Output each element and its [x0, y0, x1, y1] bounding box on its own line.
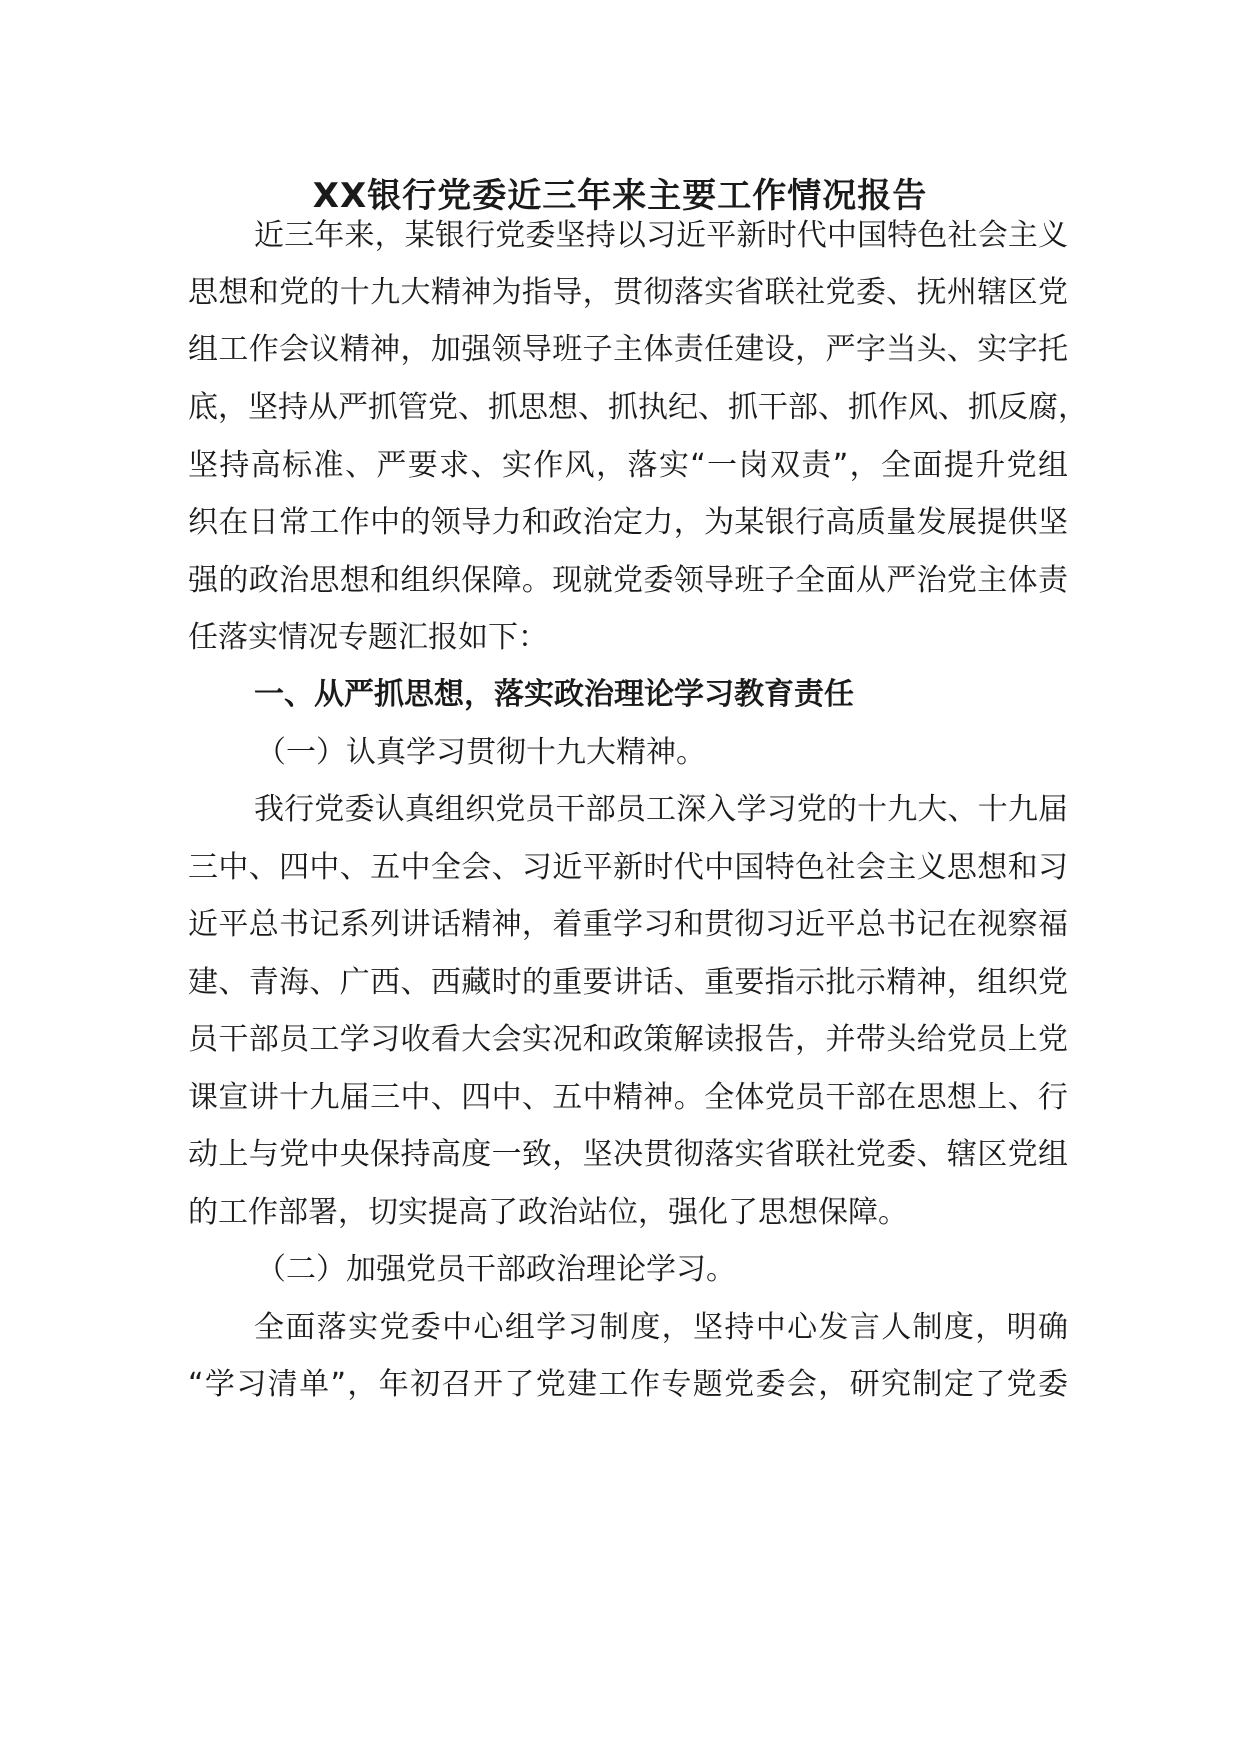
text-line: 坚持高标准、严要求、实作风，落实“一岗双责”，全面提升党组 — [188, 448, 1068, 483]
text-line: 近三年来，某银行党委坚持以习近平新时代中国特色社会主义 — [254, 218, 1068, 253]
text-line: 织在日常工作中的领导力和政治定力，为某银行高质量发展提供坚 — [188, 505, 1068, 540]
text-line: 近平总书记系列讲话精神，着重学习和贯彻习近平总书记在视察福 — [188, 907, 1068, 942]
text-line: 课宣讲十九届三中、四中、五中精神。全体党员干部在思想上、行 — [188, 1080, 1068, 1115]
text-line: 我行党委认真组织党员干部员工深入学习党的十九大、十九届 — [254, 792, 1068, 827]
text-line: 强的政治思想和组织保障。现就党委领导班子全面从严治党主体责 — [188, 563, 1068, 598]
section-heading: 一、从严抓思想，落实政治理论学习教育责任 — [254, 677, 854, 712]
text-line: “学习清单”，年初召开了党建工作专题党委会，研究制定了党委 — [188, 1367, 1068, 1402]
text-line: 全面落实党委中心组学习制度，坚持中心发言人制度，明确 — [254, 1310, 1068, 1345]
text-line: 员干部员工学习收看大会实况和政策解读报告，并带头给党员上党 — [188, 1022, 1068, 1057]
text-line: 思想和党的十九大精神为指导，贯彻落实省联社党委、抚州辖区党 — [188, 275, 1068, 310]
text-line: 动上与党中央保持高度一致，坚决贯彻落实省联社党委、辖区党组 — [188, 1137, 1068, 1172]
text-line: 任落实情况专题汇报如下： — [188, 620, 548, 655]
text-line: 底，坚持从严抓管党、抓思想、抓执纪、抓干部、抓作风、抓反腐， — [188, 390, 1088, 425]
subsection-heading: （二）加强党员干部政治理论学习。 — [256, 1252, 736, 1287]
text-line: 的工作部署，切实提高了政治站位，强化了思想保障。 — [188, 1195, 908, 1230]
subsection-heading: （一）认真学习贯彻十九大精神。 — [256, 735, 706, 770]
text-line: 组工作会议精神，加强领导班子主体责任建设，严字当头、实字托 — [188, 332, 1068, 367]
document-title: XX银行党委近三年来主要工作情况报告 — [312, 176, 928, 216]
text-line: 三中、四中、五中全会、习近平新时代中国特色社会主义思想和习 — [188, 850, 1068, 885]
text-line: 建、青海、广西、西藏时的重要讲话、重要指示批示精神，组织党 — [188, 965, 1068, 1000]
